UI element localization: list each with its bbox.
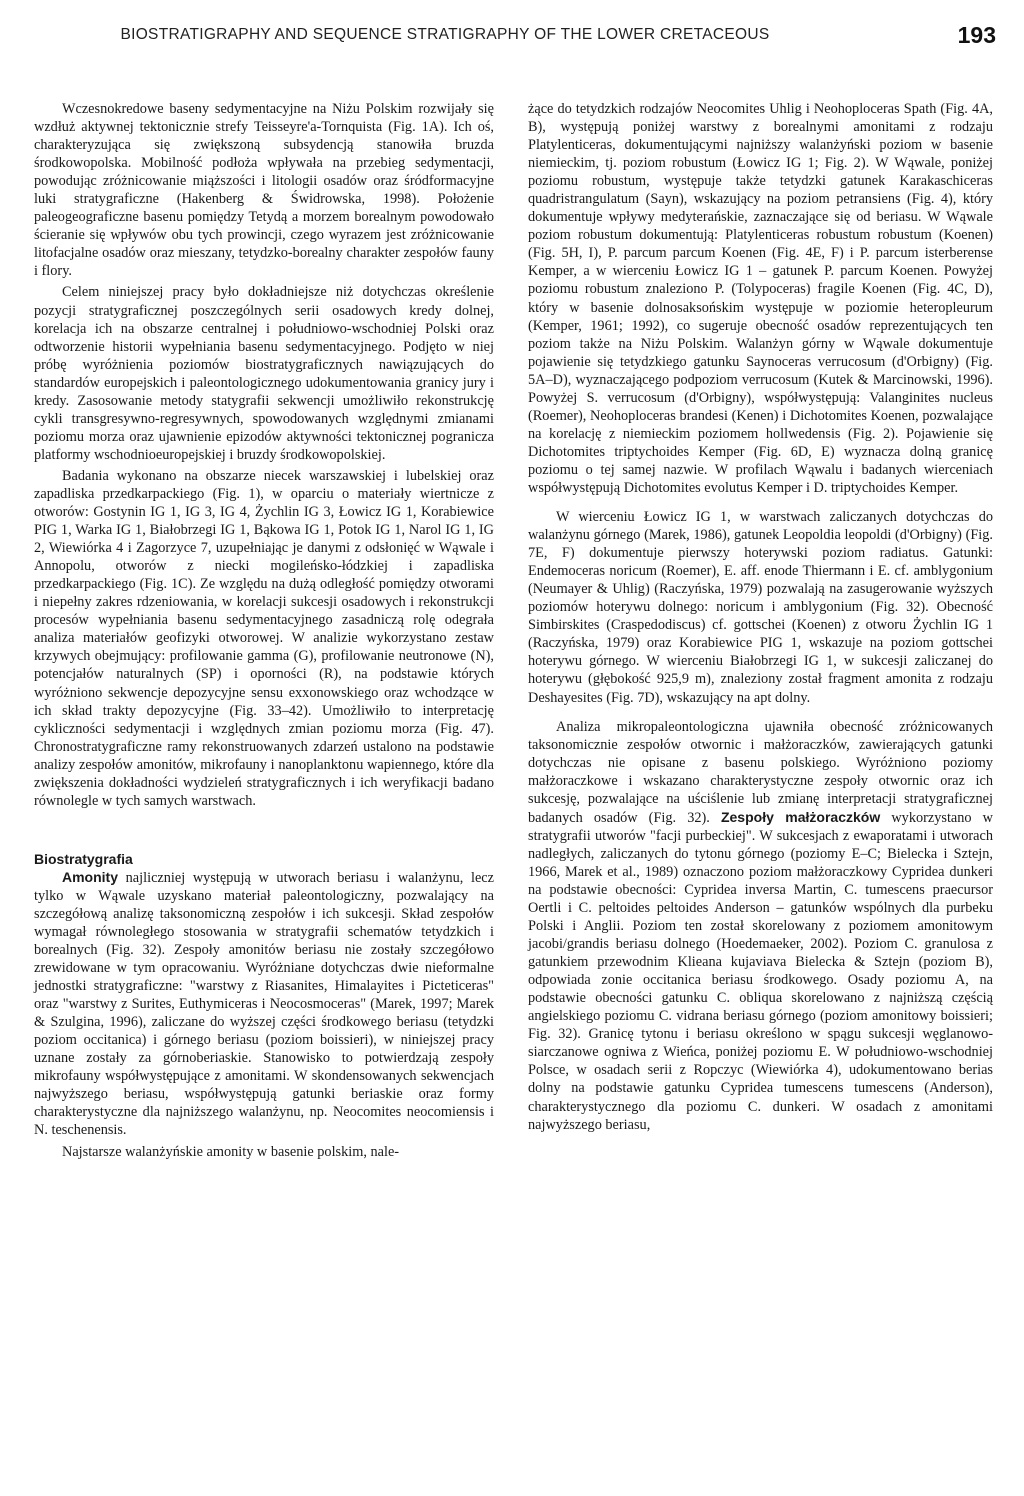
lead-term-ostracods: Zespoły małżoraczków	[720, 808, 881, 825]
paragraph-micropaleontology	[528, 718, 993, 1134]
left-column	[34, 100, 494, 1161]
paragraph-oldest-valanginian: Najstarsze walanżyńskie amonity w basenie polskim, nale-	[62, 1143, 400, 1160]
paragraph-micropaleontology-text: Analiza mikropaleontologiczna ujawniła obecność zróżnicowanych taksonomicznie zespołów otwornic i małżoraczków, zawierających gatunki dotychczas nie opisane z basenu polskiego. Wyróżniono poziomy małżoraczkowe i wskazano charakterystyczne zespoły otwornic oraz ich sukcesję, pozwalające na uściślenie lub zmianę interpretacji stratygraficznej badanych osadów (Fig. 32).	[528, 718, 993, 826]
running-header	[0, 22, 1024, 52]
section-heading-biostratygrafia: Biostratygrafia	[34, 850, 133, 867]
paragraph-basin-setting: Wczesnokredowe baseny sedymentacyjne na Niżu Polskim rozwijały się wzdłuż aktywnej tektonicznie strefy Teisseyre'a-Tornquista (Fig. 1A). Ich oś, charakteryzująca się zwiększoną subsydencją stanowiła bruzda środkowopolska. Mobilność podłoża wpływała na przebieg sedymentacji, powodując zróżnicowanie miąższości i litologii osadów oraz śródformacyjne luki stratygraficzne (Hakenberg & Świdrowska, 1998). Położenie paleogeograficzne basenu pomiędzy Tetydą a morzem borealnym powodowało ścieranie się wpływów obu tych prowincji, czego wyrazem jest zróżnicowanie litofacjalne osadów oraz mieszany, tetydzko-borealny charakter zespołów fauny i flory.	[34, 101, 494, 280]
paragraph-valanginian-ammonites: żące do tetydzkich rodzajów Neocomites Uhlig i Neohoploceras Spath (Fig. 4A, B), występują poniżej warstwy z borealnymi amonitami z rodzaju Platylenticeras, dokumentującymi najniższy walanżyński poziom w basenie niemieckim, tj. poziom robustum (Łowicz IG 1; Fig. 2). W Wąwale, poniżej poziomu robustum, występuje także tetydzki gatunek Karakaschiceras quadristrangulatum (Sayn), wskazujący na poziom petransiens (Fig. 4), który dokumentuje wpływy medyterańskie, zaznaczające się od beriasu. W Wąwale poziom robustum dokumentują: Platylenticeras robustum robustum (Koenen) (Fig. 5H, I), P. parcum parcum Koenen (Fig. 4E, F) i P. parcum isterberense Kemper, a w wierceniu Łowicz IG 1 – gatunek P. parcum Koenen. Powyżej poziomu robustum znaleziono P. (Tolypoceras) fragile Koenen (Fig. 4C, D), który w basenie dolnosaksońskim występuje w poziomie heteropleurum (Kemper, 1961; 1992), co sugeruje obecność osadów reprezentujących ten poziom także na Niżu Polskim. Walanżyn górny w Wąwale dokumentuje pojawienie się tetydzkiego gatunku Saynoceras verrucosum (d'Orbigny) (Fig. 5A–D), wyznaczającego podpoziom verrucosum (Kutek & Marcinowski, 1996). Powyżej S. verrucosum (d'Orbigny), współwystępują: Valanginites nucleus (Roemer), Neohoploceras brandesi (Kenen) i Dichotomites Koenen, pozwalające na korelację z niemieckim poziomem hollwedensis (Fig. 2). Pojawienie się Dichotomites triptychoides Kemper (Fig. 6D, E) wyznacza dolną granicę poziomu o tej samej nazwie. W profilach Wąwalu i badanych wierceniach współwystępują Dichotomites evolutus Kemper i D. triptychoides Kemper.	[528, 101, 993, 496]
paragraph-hauterivian: W wierceniu Łowicz IG 1, w warstwach zaliczanych dotychczas do walanżynu górnego (Marek, 1986), gatunek Leopoldia leopoldi (d'Orbigny) (Fig. 7E, F) dokumentuje pierwszy hoterywski poziom radiatus. Gatunki: Endemoceras noricum (Roemer), E. aff. enode Thiermann i E. cf. amblygonium (Neumayer & Uhlig) (Raczyńska, 1979) pozwalają na zasugerowanie wyższych poziomów hoterywu dolnego: noricum i amblygonium (Fig. 32). Obecność Simbirskites (Craspedodiscus) cf. gottschei (Koenen) z otworu Żychlin IG 1 (Raczyńska, 1979) oraz Korabiewice PIG 1, wskazuje na poziom gottschei hoterywu górnego. W wierceniu Białobrzegi IG 1, w sukcesji zaliczanej do hoterywu (głębokość 925,9 m), znaleziony został fragment amonita z rodzaju Deshayesites (Fig. 7D), wskazujący na apt dolny.	[528, 509, 993, 706]
paragraph-materials-methods: Badania wykonano na obszarze niecek warszawskiej i lubelskiej oraz zapadliska przedkarpackiego (Fig. 1), w oparciu o materiały wiertnicze z otworów: Gostynin IG 1, IG 3, IG 4, Żychlin IG 3, Łowicz IG 1, Korabiewice PIG 1, Warka IG 1, Białobrzegi IG 1, Bąkowa IG 1, Potok IG 1, Narol IG 1, IG 2, Wiewiórka 4 i Zagorzyce 7, uzupełniając je danymi z odsłonięć w Wąwale i Annopolu, otworów z niecki mogileńsko-łódzkiej i zapadliska przedkarpackiego (Fig. 1C). Ze względu na dużą odległość pomiędzy otworami i niepełny zakres rdzeniowania, w korelacji sukcesji osadowych i rekonstrukcji procesów wypełniania basenu sedymentacyjnego zasadniczą rolę odegrała analiza materiałów geofizyki otworowej. W analizie wykorzystano zestaw krzywych obejmujący: profilowanie gamma (G), profilowanie neutronowe (N), potencjałów naturalnych (SP) i oporności (R), na podstawie których wyróżniono sekwencje depozycyjne sensu exxonowskiego oraz wchodzące w ich skład trakty depozycyjne (Fig. 33–42). Umożliwiło to interpretację cykliczności sedymentacji i względnych zmian poziomu morza (Fig. 47). Chronostratygraficzne ramy rekonstruowanych zdarzeń ustalono na podstawie analizy zespołów amonitów, mikrofauny i nanoplanktonu wapiennego, które dla zwiększenia dokładności wydzieleń stratygraficznych i ich weryfikacji badano równolegle w tych samych warstwach.	[34, 467, 494, 809]
running-title: BIOSTRATIGRAPHY AND SEQUENCE STRATIGRAPHY OF THE LOWER CRETACEOUS	[120, 26, 770, 43]
paragraph-ammonites	[34, 868, 494, 1140]
paragraph-ostracods-text: wykorzystano w stratygrafii utworów "facji purbeckiej". W sukcesjach z ewaporatami i utworach nadległych, zaliczanych do tytonu górnego (poziomy E–C; Bielecka i Sztejn, 1966, Marek et al., 1989) oznaczono poziom małżoraczkowy Cypridea dunkeri na podstawie obecności: Cypridea inversa Martin, C. tumescens praecursor Oertli i C. peltoides peltoides Anderson – gatunków wspólnych dla purbeku Polski i Anglii. Poziom ten został skorelowany z poziomem amonitowym jacobi/grandis beriasu dolnego (Hoedemaeker, 2002). Poziom C. granulosa z gatunkiem przewodnim Klieana kujaviava Bielecka & Sztejn (poziom B), odpowiada zonie occitanica beriasu środkowego. Osady poziomu A, na podstawie obecności gatunku C. obliqua skorelowano z najniższą częścią angielskiego poziomu C. vidrana beriasu górnego (poziom amonitowy boissieri; Fig. 32). Granicę tytonu i beriasu określono w spągu sukcesji węglanowo-siarczanowe ogniwa z Wieńca, poniżej poziomu E. W południowo-wschodniej Polsce, w osadach serii z Ropczyc (Wiewiórka 4), udokumentowano berias dolny na podstawie gatunku Cypridea tumescens tumescens (Anderson), charakterystycznego dla poziomu C. dunkeri. W osadach z amonitami najwyższego beriasu,	[528, 809, 994, 1133]
paragraph-ammonites-text: najliczniej występują w utworach beriasu i walanżynu, lecz tylko w Wąwale uzyskano materiał paleontologiczny, pozwalający na szczegółową analizę taksonomiczną zespołów i ich sukcesji. Skład zespołów wymagał równoległego stosowania w stratygrafii schematów tetydzkich i borealnych (Fig. 32). Zespoły amonitów beriasu nie zostały szczegółowo zrewidowane w tym opracowaniu. Wyróżniane dotychczas dwie nieformalne jednostki stratygraficzne: "warstwy z Riasanites, Himalayites i Picteticeras" oraz "warstwy z Surites, Euthymiceras i Neocosmoceras" (Marek, 1997; Marek & Szulgina, 1996), zaliczane do wyższej części środkowego beriasu (tetydzki poziom occitanica) i górnego beriasu (poziom boissieri), w niniejszej pracy uznane zostały za górnoberiaskie. Stanowisko to potwierdzają zespoły mikrofauny współwystępujące z amonitami. W skondensowanych sekwencjach najwyższego beriasu, współwystępują gatunki beriaskie oraz formy charakterystyczne dla najniższego walanżynu, np. Neocomites neocomiensis i N. teschenensis.	[34, 869, 494, 1139]
right-column	[528, 100, 993, 1134]
page-number: 193	[957, 22, 996, 48]
lead-term-amonity: Amonity	[62, 868, 118, 885]
paragraph-study-aims: Celem niniejszej pracy było dokładniejsze niż dotychczas określenie pozycji stratygraficznej poszczególnych serii osadowych kredy dolnej, korelacja ich na obszarze centralnej i południowo-wschodniej Polski oraz odtworzenie historii wypełniania basenu sedymentacyjnego. Podjęto w niej próbę wyróżnienia poziomów biostratygraficznych nawiązujących do standardów europejskich i paleontologicznego udokumentowania granicy jury i kredy. Zasosowanie metody statygrafii sekwencji umożliwiło rekonstrukcję cykli transgresywno-regresywnych, spowodowanych względnymi zmianami poziomu morza oraz ujawnienie epizodów aktywności tektonicznej pogranicza platformy wschodnioeuropejskiej i bruzdy środkowopolskiej.	[34, 284, 494, 463]
